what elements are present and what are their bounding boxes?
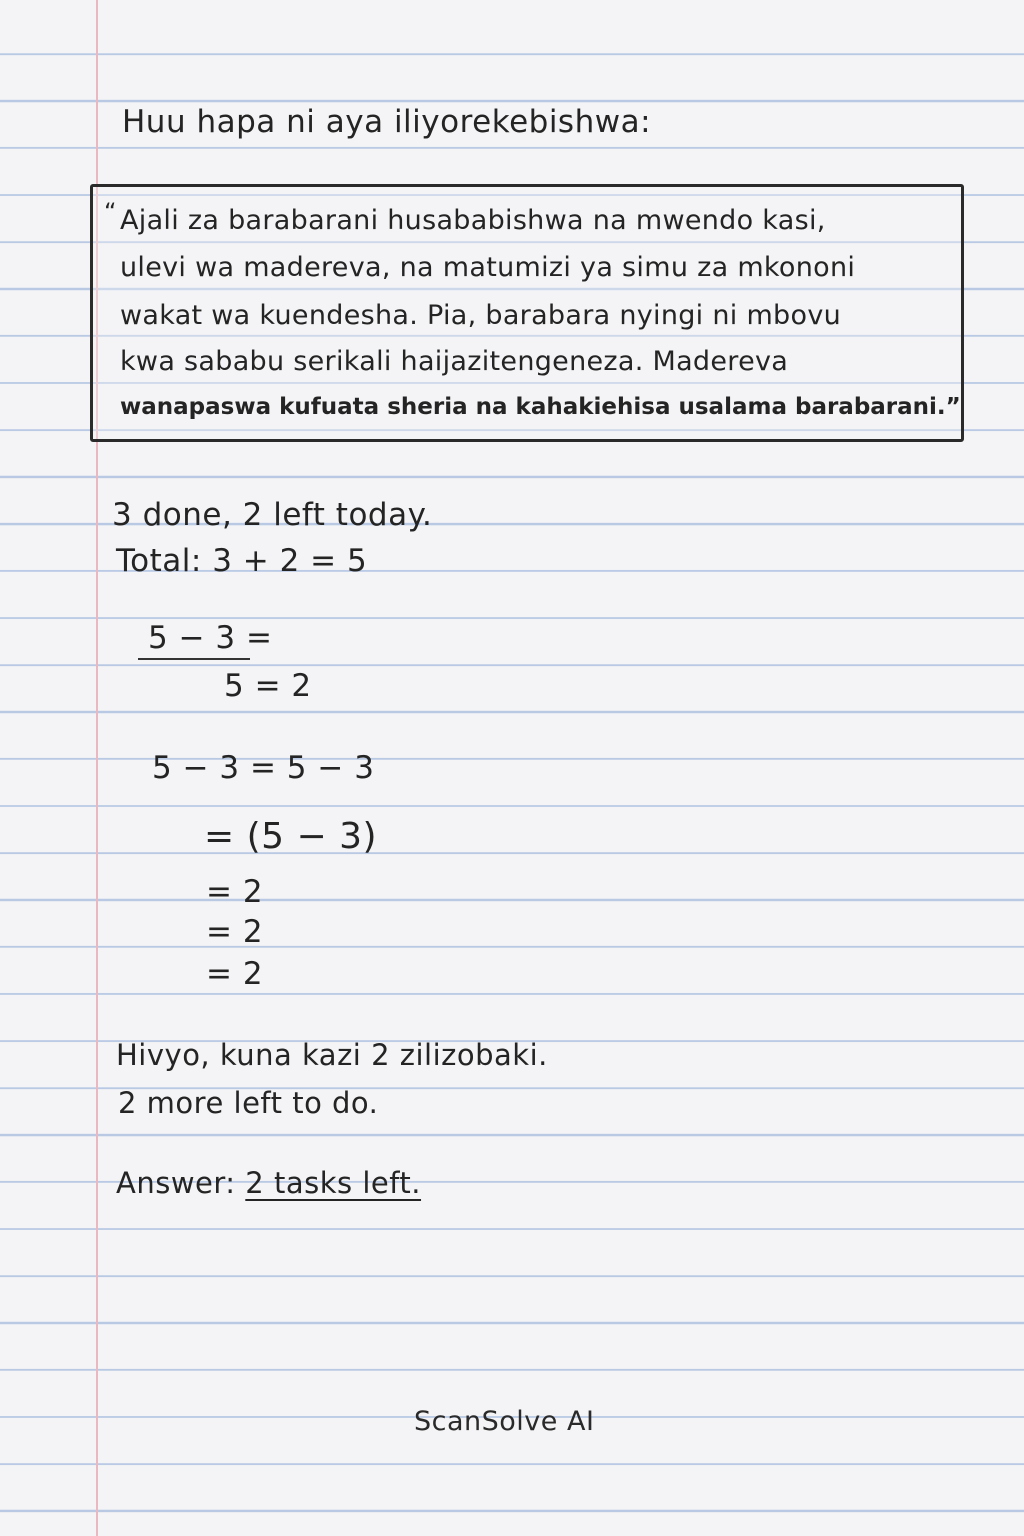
fraction-numerator: 5 − 3 = <box>148 620 273 656</box>
quote-line-5: wanapaswa kufuata sheria na kahakiehisa usalama barabarani.” <box>120 394 961 420</box>
answer-line <box>116 1166 421 1200</box>
done-line: 3 done, 2 left today. <box>112 497 433 533</box>
equation-line-4: = 2 <box>206 914 264 950</box>
total-line: Total: 3 + 2 = 5 <box>116 543 368 579</box>
answer-label: Answer: <box>116 1166 236 1200</box>
equation-line-2: = (5 − 3) <box>204 816 378 857</box>
open-quote-mark: “ <box>104 198 117 226</box>
fraction-denominator: 5 = 2 <box>224 668 312 704</box>
quote-line-4: kwa sababu serikali haijazitengeneza. Madereva <box>120 346 789 377</box>
fraction-bar <box>138 658 250 660</box>
equation-line-3: = 2 <box>206 874 264 910</box>
conclusion-english: 2 more left to do. <box>118 1086 379 1120</box>
equation-line-1: 5 − 3 = 5 − 3 <box>152 750 375 786</box>
quote-line-3: wakat wa kuendesha. Pia, barabara nyingi ni mbovu <box>120 300 842 331</box>
quote-line-2: ulevi wa madereva, na matumizi ya simu za mkononi <box>120 252 856 283</box>
conclusion-swahili: Hivyo, kuna kazi 2 zilizobaki. <box>116 1038 548 1072</box>
answer-value: 2 tasks left. <box>245 1166 422 1200</box>
page-heading: Huu hapa ni aya iliyorekebishwa: <box>122 104 652 140</box>
equation-line-5: = 2 <box>206 956 264 992</box>
brand-watermark: ScanSolve AI <box>414 1406 595 1437</box>
quote-line-1: Ajali za barabarani husababishwa na mwendo kasi, <box>120 205 826 236</box>
